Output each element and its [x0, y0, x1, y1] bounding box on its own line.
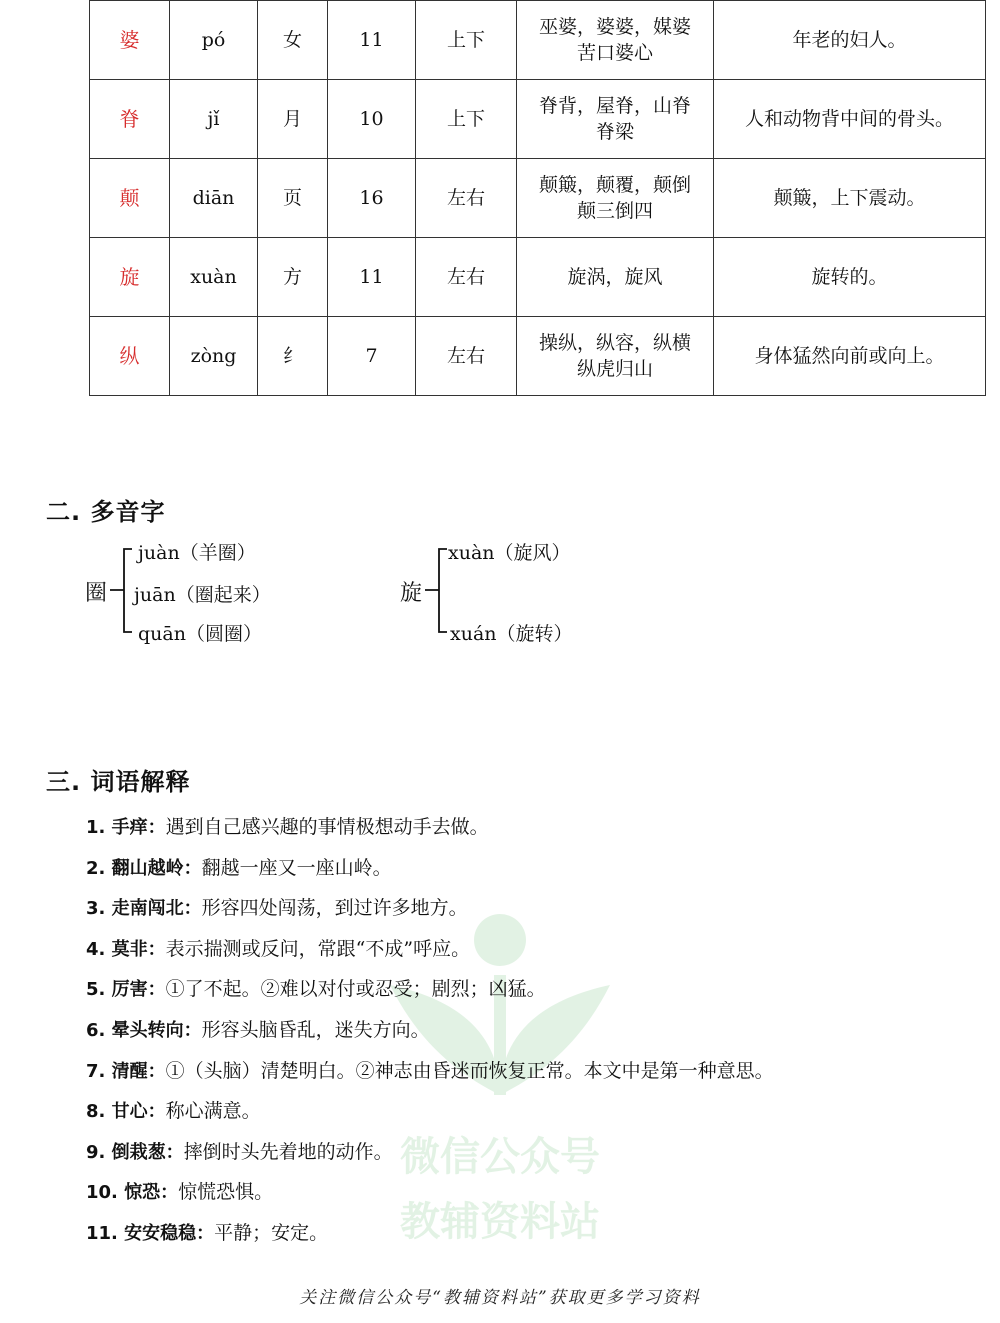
watermark-line: 微信公众号	[400, 1134, 600, 1180]
meaning-cell: 人和动物背中间的骨头。	[714, 80, 986, 159]
pinyin-cell: xuàn	[170, 238, 258, 317]
polyphone-char: 圈	[85, 581, 108, 606]
structure-cell: 左右	[416, 317, 517, 396]
definition: 惊慌恐惧。	[178, 1181, 274, 1204]
list-item	[86, 1137, 774, 1178]
words-cell	[517, 317, 714, 396]
strokes-cell: 10	[328, 80, 416, 159]
definition: 形容四处闯荡，到过许多地方。	[201, 897, 468, 920]
structure-cell: 左右	[416, 159, 517, 238]
definition: 平静；安定。	[214, 1221, 329, 1244]
words-cell	[517, 159, 714, 238]
list-item	[86, 934, 774, 975]
strokes-cell: 11	[328, 1, 416, 80]
meaning-cell: 身体猛然向前或向上。	[714, 317, 986, 396]
term: 5. 厉害：	[86, 979, 166, 1001]
polyphone-reading: xuàn（旋风）	[448, 542, 571, 564]
words-line: 脊梁	[595, 121, 634, 143]
strokes-cell: 16	[328, 159, 416, 238]
definition: 形容头脑昏乱，迷失方向。	[201, 1018, 430, 1041]
words-line: 脊背，屋脊，山脊	[538, 95, 691, 117]
polyphone-reading: quān（圆圈）	[138, 623, 262, 645]
words-line: 旋涡，旋风	[567, 266, 663, 288]
structure-cell: 上下	[416, 80, 517, 159]
table-row	[90, 238, 986, 317]
words-line: 巫婆，婆婆，媒婆	[538, 16, 691, 38]
footer-note: 关注微信公众号“教辅资料站”获取更多学习资料	[299, 1288, 701, 1308]
meaning-cell: 年老的妇人。	[714, 1, 986, 80]
term: 10. 惊恐：	[86, 1182, 179, 1204]
section-heading-polyphones: 二. 多音字	[46, 498, 166, 526]
polyphone-char: 旋	[400, 581, 423, 606]
term: 1. 手痒：	[86, 817, 166, 838]
list-item	[86, 1015, 774, 1056]
radical-cell: 页	[258, 159, 328, 238]
radical-cell: 月	[258, 80, 328, 159]
term: 8. 甘心：	[86, 1101, 166, 1123]
character-table	[89, 0, 986, 396]
character-cell: 颠	[90, 159, 170, 238]
term: 7. 清醒：	[86, 1060, 166, 1082]
table-row	[90, 159, 986, 238]
list-item	[86, 853, 774, 894]
term: 9. 倒栽葱：	[86, 1141, 184, 1163]
table-row	[90, 317, 986, 396]
radical-cell: 方	[258, 238, 328, 317]
list-item	[86, 1096, 774, 1137]
definition: 摔倒时头先着地的动作。	[183, 1140, 393, 1163]
radical-cell: 纟	[258, 317, 328, 396]
term: 3. 走南闯北：	[86, 898, 202, 920]
pinyin-cell: jǐ	[170, 80, 258, 159]
term: 6. 晕头转向：	[86, 1019, 202, 1041]
words-line: 苦口婆心	[576, 42, 653, 64]
section-heading-vocabulary: 三. 词语解释	[46, 768, 191, 796]
character-cell: 婆	[90, 1, 170, 80]
polyphone-reading: juān（圈起来）	[134, 584, 271, 606]
table-row	[90, 80, 986, 159]
pinyin-cell: pó	[170, 1, 258, 80]
list-item	[86, 1177, 774, 1218]
list-item	[86, 812, 774, 853]
words-line: 纵虎归山	[576, 358, 653, 380]
definition: 表示揣测或反问，常跟“不成”呼应。	[165, 937, 471, 960]
words-cell	[517, 238, 714, 317]
polyphone-reading: juàn（羊圈）	[138, 542, 256, 564]
meaning-cell: 颠簸，上下震动。	[714, 159, 986, 238]
pinyin-cell: zòng	[170, 317, 258, 396]
watermark-line: 教辅资料站	[400, 1199, 600, 1245]
radical-cell: 女	[258, 1, 328, 80]
list-item	[86, 1218, 774, 1259]
list-item	[86, 974, 774, 1015]
words-cell	[517, 1, 714, 80]
structure-cell: 左右	[416, 238, 517, 317]
definition: ①（头脑）清楚明白。②神志由昏迷而恢复正常。本文中是第一种意思。	[165, 1059, 774, 1082]
term: 4. 莫非：	[86, 938, 166, 960]
definition: ①了不起。②难以对付或忍受；剧烈；凶猛。	[165, 978, 546, 1001]
term: 11. 安安稳稳：	[86, 1222, 215, 1244]
structure-cell: 上下	[416, 1, 517, 80]
words-cell	[517, 80, 714, 159]
term: 2. 翻山越岭：	[86, 857, 202, 879]
strokes-cell: 7	[328, 317, 416, 396]
definition: 翻越一座又一座山岭。	[201, 856, 392, 879]
strokes-cell: 11	[328, 238, 416, 317]
character-cell: 纵	[90, 317, 170, 396]
character-cell: 旋	[90, 238, 170, 317]
character-cell: 脊	[90, 80, 170, 159]
definition: 称心满意。	[165, 1100, 261, 1123]
pinyin-cell: diān	[170, 159, 258, 238]
words-line: 操纵，纵容，纵横	[538, 332, 691, 354]
meaning-cell: 旋转的。	[714, 238, 986, 317]
words-line: 颠三倒四	[576, 200, 653, 222]
vocabulary-list	[86, 812, 774, 1259]
bracket-icon	[106, 548, 136, 634]
polyphone-reading: xuán（旋转）	[450, 623, 573, 645]
words-line: 颠簸，颠覆，颠倒	[538, 174, 691, 196]
list-item	[86, 1056, 774, 1097]
table-row	[90, 1, 986, 80]
bracket-icon	[421, 548, 451, 634]
list-item	[86, 893, 774, 934]
definition: 遇到自己感兴趣的事情极想动手去做。	[165, 816, 489, 838]
